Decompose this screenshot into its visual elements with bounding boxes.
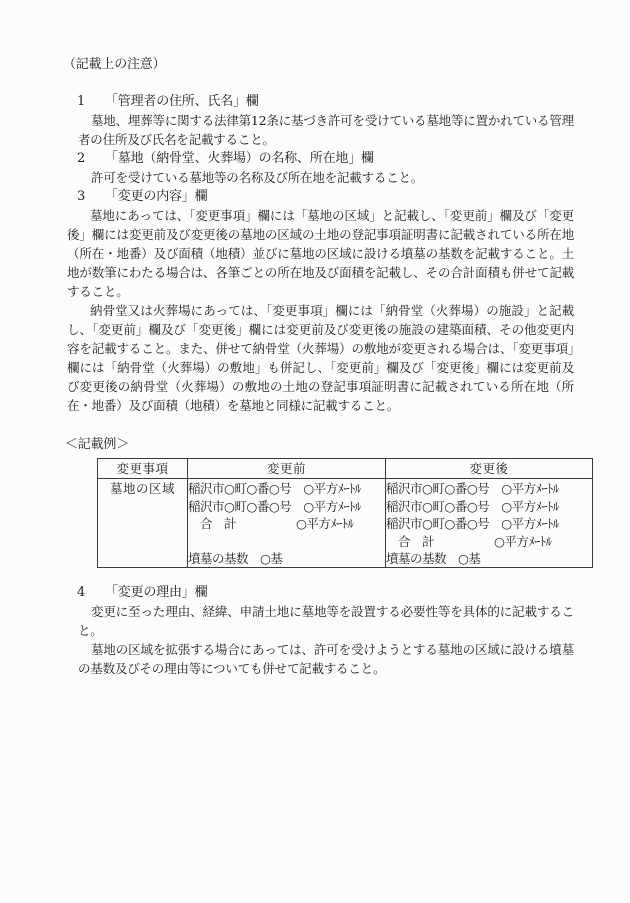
section-4-paragraph-2: 墓地の区域を拡張する場合にあっては、許可を受けようとする墓地の区域に設ける墳墓の基数及びその理由等についても併せて記載すること。 [78, 641, 574, 676]
section-3-paragraph-1: 墓地にあっては、「変更事項」欄には「墓地の区域」と記載し、「変更前」欄及び「変更後」欄には変更前及び変更後の墓地の区域の土地の登記事項証明書に記載されている所在地（所在・地番）及び面積（地積）並びに墓地の区域に設ける墳墓の基数を記載すること。土地が数筆にわたる場合は、各筆ごとの所在地及び面積を記載し、その合計面積も併せて記載すること。 [67, 208, 574, 299]
section-3-paragraph-2: 納骨堂又は火葬場にあっては、「変更事項」欄には「納骨堂（火葬場）の施設」と記載し、「変更前」欄及び「変更後」欄には変更前及び変更後の施設の建築面積、その他変更内容を記載すること。また、併せて納骨堂（火葬場）の敷地が変更される場合は、「変更事項」欄には「納骨堂（火葬場）の敷地」も併記し、「変更前」欄及び「変更後」欄には変更前及び変更後の納骨堂（火葬場）の敷地の土地の登記事項証明書に記載されている所在地（所在・地番）及び面積（地積）を墓地と同様に記載すること。 [67, 303, 574, 413]
section-4-number: 4 [77, 584, 86, 600]
section-1-heading [63, 92, 574, 111]
section-1 [63, 92, 574, 149]
table-header-row [98, 459, 593, 479]
table-row [98, 479, 593, 568]
section-2-paragraph-1: 許可を受けている墓地等の名称及び所在地を記載すること。 [91, 170, 424, 185]
before-change-cell [188, 479, 386, 568]
before-line-grave-count: 墳墓の基数 ○基 [188, 551, 283, 567]
section-4-heading [63, 583, 574, 602]
after-change-cell [386, 479, 593, 568]
section-3-heading [63, 187, 574, 206]
after-line-total: 合 計 ○平方ﾒｰﾄﾙ [386, 533, 552, 549]
section-1-paragraph-1: 墓地、埋葬等に関する法律第12条に基づき許可を受けている墓地等に置かれている管理者の住所及び氏名を記載すること。 [78, 113, 574, 147]
section-1-heading-text: 「管理者の住所、氏名」欄 [105, 94, 259, 109]
section-1-number: 1 [77, 94, 86, 109]
col-header-before-change: 変更前 [188, 459, 386, 479]
col-header-change-item: 変更事項 [98, 459, 188, 479]
example-table [97, 458, 593, 568]
example-label: ＜記載例＞ [65, 437, 130, 452]
section-3-heading-text: 「変更の内容」欄 [105, 189, 208, 204]
document-title: （記載上の注意） [63, 57, 166, 72]
section-4-paragraph-1: 変更に至った理由、経緯、申請土地に墓地等を設置する必要性等を具体的に記載すること。 [78, 603, 574, 638]
section-2-heading [63, 149, 574, 168]
section-2-heading-text: 「墓地（納骨堂、火葬場）の名称、所在地」欄 [105, 151, 374, 166]
section-2-number: 2 [77, 151, 86, 166]
after-line-3: 稲沢市○町○番○号 ○平方ﾒｰﾄﾙ [386, 516, 559, 532]
section-3 [63, 187, 574, 415]
col-header-after-change: 変更後 [386, 459, 593, 479]
before-line-blank [188, 532, 385, 550]
section-4 [63, 583, 574, 678]
section-2 [63, 149, 574, 187]
section-4-heading-text: 「変更の理由」欄 [105, 584, 208, 600]
after-line-grave-count: 墳墓の基数 ○基 [386, 551, 481, 567]
before-line-1: 稲沢市○町○番○号 ○平方ﾒｰﾄﾙ [188, 481, 361, 496]
row-label-cemetery-area: 墓地の区域 [98, 479, 188, 568]
section-3-number: 3 [77, 189, 86, 204]
after-line-2: 稲沢市○町○番○号 ○平方ﾒｰﾄﾙ [386, 498, 559, 514]
before-line-2: 稲沢市○町○番○号 ○平方ﾒｰﾄﾙ [188, 498, 361, 514]
after-line-1: 稲沢市○町○番○号 ○平方ﾒｰﾄﾙ [386, 481, 559, 496]
before-line-total: 合 計 ○平方ﾒｰﾄﾙ [188, 516, 354, 532]
